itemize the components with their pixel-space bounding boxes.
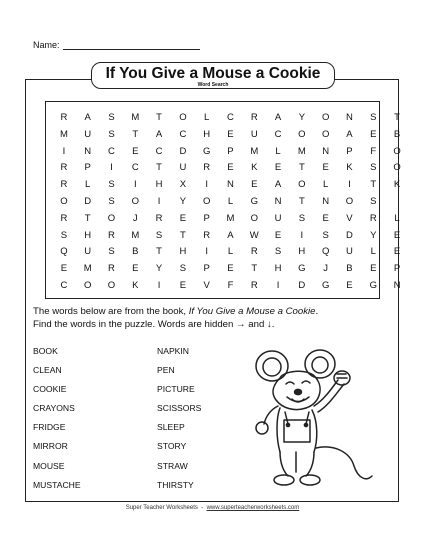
word-list-left (33, 345, 81, 498)
grid-letter[interactable]: R (60, 112, 68, 123)
grid-letter[interactable]: F (227, 279, 234, 291)
grid-letter[interactable]: T (298, 162, 305, 174)
word-list-item: MUSTACHE (33, 479, 81, 490)
grid-letter[interactable]: O (84, 279, 92, 291)
grid-letter[interactable]: E (370, 128, 377, 140)
grid-letter[interactable]: O (321, 128, 330, 140)
grid-row (52, 177, 409, 194)
grid-letter[interactable]: P (346, 145, 353, 157)
grid-letter[interactable]: E (60, 263, 68, 275)
grid-letter[interactable]: M (131, 229, 140, 241)
grid-row (52, 211, 409, 228)
grid-letter[interactable]: Y (298, 112, 306, 123)
grid-letter[interactable]: E (132, 263, 139, 275)
grid-letter[interactable]: T (394, 112, 400, 123)
grid-letter[interactable]: E (251, 179, 258, 191)
grid-letter[interactable]: R (250, 246, 258, 258)
grid-letter[interactable]: T (156, 246, 162, 258)
grid-letter[interactable]: I (157, 279, 161, 291)
grid-letter[interactable]: S (179, 263, 187, 275)
grid-letter[interactable]: G (321, 279, 330, 291)
grid-row (52, 144, 409, 161)
word-list-item: NAPKIN (157, 346, 189, 356)
page-subtitle: Word Search (197, 82, 229, 88)
grid-letter[interactable]: D (84, 195, 92, 207)
grid-letter[interactable]: E (370, 263, 377, 275)
grid-row (52, 110, 409, 127)
grid-letter[interactable]: W (249, 229, 259, 241)
word-list-item: SCISSORS (157, 403, 202, 414)
grid-letter[interactable]: O (298, 179, 306, 191)
grid-letter[interactable]: D (298, 279, 306, 291)
grid-letter[interactable]: I (133, 179, 137, 191)
grid-letter[interactable]: A (155, 128, 163, 140)
grid-letter[interactable]: N (227, 179, 234, 191)
grid-letter[interactable]: T (298, 195, 305, 207)
word-list-item: CLEAN (33, 365, 62, 376)
grid-letter[interactable]: C (131, 162, 139, 174)
grid-letter[interactable]: P (203, 212, 210, 224)
grid-letter[interactable]: R (108, 229, 115, 241)
grid-letter[interactable]: L (204, 112, 210, 123)
grid-letter[interactable]: O (107, 279, 116, 291)
grid-row (52, 127, 409, 144)
grid-letter[interactable]: E (393, 246, 401, 258)
grid-letter[interactable]: H (203, 128, 211, 140)
grid-letter[interactable]: T (251, 263, 258, 275)
grid-letter[interactable]: Q (321, 246, 330, 258)
grid-letter[interactable]: L (275, 145, 281, 157)
grid-row (52, 194, 409, 211)
instructions (33, 306, 383, 331)
grid-letter[interactable]: A (227, 229, 234, 241)
grid-letter[interactable]: N (322, 145, 330, 157)
grid-letter[interactable]: A (274, 112, 282, 123)
grid-row (52, 160, 409, 177)
grid-letter[interactable]: V (346, 212, 353, 224)
grid-letter[interactable]: A (84, 112, 91, 123)
grid-letter[interactable]: R (155, 212, 163, 224)
instructions-text: . (271, 318, 275, 330)
grid-letter[interactable]: E (322, 162, 329, 174)
grid-letter[interactable]: O (60, 195, 68, 207)
grid-row (52, 278, 409, 295)
grid-letter[interactable]: U (250, 128, 258, 140)
grid-letter[interactable]: I (348, 179, 351, 191)
word-list-item: SLEEP (157, 422, 185, 433)
grid-letter[interactable]: L (370, 246, 376, 258)
grid-letter[interactable]: T (179, 229, 186, 241)
grid-letter[interactable]: N (393, 279, 401, 291)
grid-letter[interactable]: M (250, 145, 259, 157)
word-list-item: CRAYONS (33, 403, 75, 414)
grid-letter[interactable]: E (179, 279, 187, 291)
grid-letter[interactable]: J (132, 212, 138, 224)
title-box (91, 62, 335, 89)
grid-letter[interactable]: R (203, 229, 211, 241)
grid-letter[interactable]: T (84, 212, 91, 224)
word-list-item: PICTURE (157, 384, 195, 395)
grid-letter[interactable]: H (298, 246, 306, 258)
grid-letter[interactable]: S (155, 229, 163, 241)
grid-letter[interactable]: I (205, 246, 208, 258)
grid-letter[interactable]: R (60, 162, 68, 174)
grid-letter[interactable]: U (274, 212, 282, 224)
grid-letter[interactable]: Y (179, 195, 187, 207)
grid-letter[interactable]: D (346, 229, 353, 241)
grid-letter[interactable]: Q (60, 246, 68, 258)
grid-letter[interactable]: L (394, 212, 400, 224)
grid-letter[interactable]: G (250, 195, 258, 207)
grid-letter[interactable]: A (346, 128, 353, 140)
grid-letter[interactable]: M (226, 212, 235, 224)
grid-letter[interactable]: R (250, 279, 258, 291)
grid-letter[interactable]: L (227, 246, 234, 258)
grid-letter[interactable]: R (250, 112, 258, 123)
word-list-item: STRAW (157, 460, 188, 471)
word-list-item: MIRROR (33, 441, 68, 452)
word-list-item: COOKIE (33, 384, 67, 395)
grid-letter[interactable]: I (157, 195, 161, 207)
grid-letter[interactable]: R (60, 212, 68, 224)
grid-letter[interactable]: O (131, 195, 139, 207)
grid-letter[interactable]: D (179, 145, 187, 157)
grid-letter[interactable]: C (108, 145, 115, 157)
grid-letter[interactable]: S (108, 179, 115, 191)
word-list-item: STORY (157, 441, 187, 452)
grid-letter[interactable]: E (227, 162, 234, 174)
grid-letter[interactable]: N (274, 195, 282, 207)
grid-letter[interactable]: S (322, 229, 329, 241)
grid-letter[interactable]: K (251, 162, 258, 174)
grid-letter[interactable]: C (155, 145, 163, 157)
grid-letter[interactable]: E (346, 279, 353, 291)
grid-letter[interactable]: P (227, 145, 234, 157)
grid-letter[interactable]: N (84, 145, 92, 157)
grid-letter[interactable]: S (108, 112, 115, 123)
grid-letter[interactable]: S (108, 246, 115, 258)
grid-letter[interactable]: R (60, 179, 68, 191)
grid-letter[interactable]: S (108, 128, 115, 140)
grid-letter[interactable]: H (84, 229, 92, 241)
word-list-right (157, 345, 201, 498)
grid-letter[interactable]: C (227, 112, 234, 123)
grid-letter[interactable]: O (345, 195, 354, 207)
grid-letter[interactable]: S (370, 195, 377, 207)
grid-letter[interactable]: M (297, 145, 306, 157)
grid-letter[interactable]: U (179, 162, 187, 174)
grid-letter[interactable]: E (274, 229, 282, 241)
arrow-right-icon: → (236, 318, 246, 330)
instructions-text: and (245, 318, 267, 330)
grid-letter[interactable]: S (370, 162, 377, 174)
grid-letter[interactable]: M (83, 263, 92, 275)
grid-row (52, 228, 409, 245)
instructions-text: The words below are from the book, (33, 306, 189, 317)
grid-letter[interactable]: Y (370, 229, 377, 241)
word-search-grid (52, 110, 409, 295)
grid-letter[interactable]: L (323, 179, 329, 191)
instructions-text: . (315, 306, 319, 317)
grid-letter[interactable]: M (59, 128, 68, 140)
grid-letter[interactable]: H (155, 179, 163, 191)
grid-letter[interactable]: H (179, 246, 187, 258)
grid-letter[interactable]: P (84, 162, 91, 174)
grid-letter[interactable]: P (203, 263, 210, 275)
footer (0, 505, 425, 511)
mouse-illustration (254, 348, 374, 493)
grid-letter[interactable]: R (203, 162, 211, 174)
grid-letter[interactable]: B (393, 128, 401, 140)
grid-letter[interactable]: E (132, 145, 139, 157)
grid-letter[interactable]: S (370, 112, 377, 123)
grid-letter[interactable]: T (156, 162, 162, 174)
grid-letter[interactable]: S (60, 229, 68, 241)
grid-letter[interactable]: C (179, 128, 187, 140)
word-list-item: FRIDGE (33, 422, 66, 433)
grid-letter[interactable]: L (85, 179, 91, 191)
word-list-item: BOOK (33, 346, 58, 356)
grid-letter[interactable]: O (321, 112, 330, 123)
footer-link[interactable]: www.superteacherworksheets.com (206, 505, 300, 511)
grid-letter[interactable]: E (274, 162, 282, 174)
grid-letter[interactable]: F (370, 145, 377, 157)
grid-letter[interactable]: N (322, 195, 330, 207)
grid-letter[interactable]: B (132, 246, 139, 258)
grid-letter[interactable]: X (179, 179, 187, 191)
grid-letter[interactable]: E (322, 212, 329, 224)
grid-letter[interactable]: S (274, 246, 282, 258)
footer-separator: - (201, 505, 204, 511)
name-label: Name: (33, 40, 60, 50)
grid-letter[interactable]: O (393, 162, 401, 174)
grid-letter[interactable]: O (298, 128, 306, 140)
book-title: If You Give a Mouse a Cookie (188, 306, 316, 317)
grid-letter[interactable]: E (227, 128, 234, 140)
grid-letter[interactable]: R (108, 263, 115, 275)
name-line[interactable] (63, 49, 200, 50)
grid-letter[interactable]: S (298, 212, 306, 224)
grid-letter[interactable]: T (132, 128, 139, 140)
grid-letter[interactable]: E (179, 212, 187, 224)
grid-letter[interactable]: H (274, 263, 282, 275)
grid-row (52, 261, 409, 278)
grid-letter[interactable]: O (202, 195, 211, 207)
grid-letter[interactable]: I (205, 179, 208, 191)
grid-letter[interactable]: I (276, 279, 280, 291)
word-list-item: PEN (157, 365, 175, 376)
grid-letter[interactable]: K (346, 162, 353, 174)
word-list-item: MOUSE (33, 460, 65, 471)
grid-letter[interactable]: J (323, 263, 329, 275)
word-list-item: THIRSTY (157, 479, 194, 490)
grid-letter[interactable]: E (393, 229, 401, 241)
page-title: If You Give a Mouse a Cookie (105, 65, 321, 82)
grid-letter[interactable]: M (131, 112, 140, 123)
grid-letter[interactable]: O (393, 145, 401, 157)
grid-letter[interactable]: A (274, 179, 282, 191)
grid-letter[interactable]: C (60, 279, 68, 291)
grid-letter[interactable]: O (250, 212, 258, 224)
grid-letter[interactable]: T (156, 112, 162, 123)
grid-letter[interactable]: U (84, 128, 92, 140)
grid-letter[interactable]: K (393, 179, 401, 191)
grid-letter[interactable]: U (84, 246, 92, 258)
grid-letter[interactable]: S (108, 195, 115, 207)
grid-letter[interactable]: I (110, 162, 113, 174)
grid-letter[interactable]: R (369, 212, 377, 224)
grid-letter[interactable]: B (346, 263, 353, 275)
grid-letter[interactable]: U (346, 246, 353, 258)
grid-letter[interactable]: I (300, 229, 304, 241)
grid-letter[interactable]: G (369, 279, 377, 291)
grid-row (52, 244, 409, 261)
grid-letter[interactable]: K (132, 279, 139, 291)
grid-letter[interactable]: I (62, 145, 66, 157)
grid-letter[interactable]: E (227, 263, 234, 275)
grid-letter[interactable]: V (203, 279, 210, 291)
grid-letter[interactable]: C (274, 128, 282, 140)
grid-letter[interactable]: G (298, 263, 306, 275)
grid-letter[interactable]: P (393, 263, 401, 275)
grid-letter[interactable]: Y (155, 263, 163, 275)
grid-letter[interactable]: O (179, 112, 187, 123)
grid-letter[interactable]: N (346, 112, 353, 123)
grid-letter[interactable]: T (370, 179, 377, 191)
grid-letter[interactable]: O (107, 212, 116, 224)
footer-site-name: Super Teacher Worksheets (125, 505, 198, 511)
grid-letter[interactable]: L (227, 195, 234, 207)
grid-letter[interactable]: G (202, 145, 211, 157)
arrow-down-icon: ↓ (266, 318, 272, 330)
instructions-text: Find the words in the puzzle. Words are hidden (33, 318, 237, 330)
